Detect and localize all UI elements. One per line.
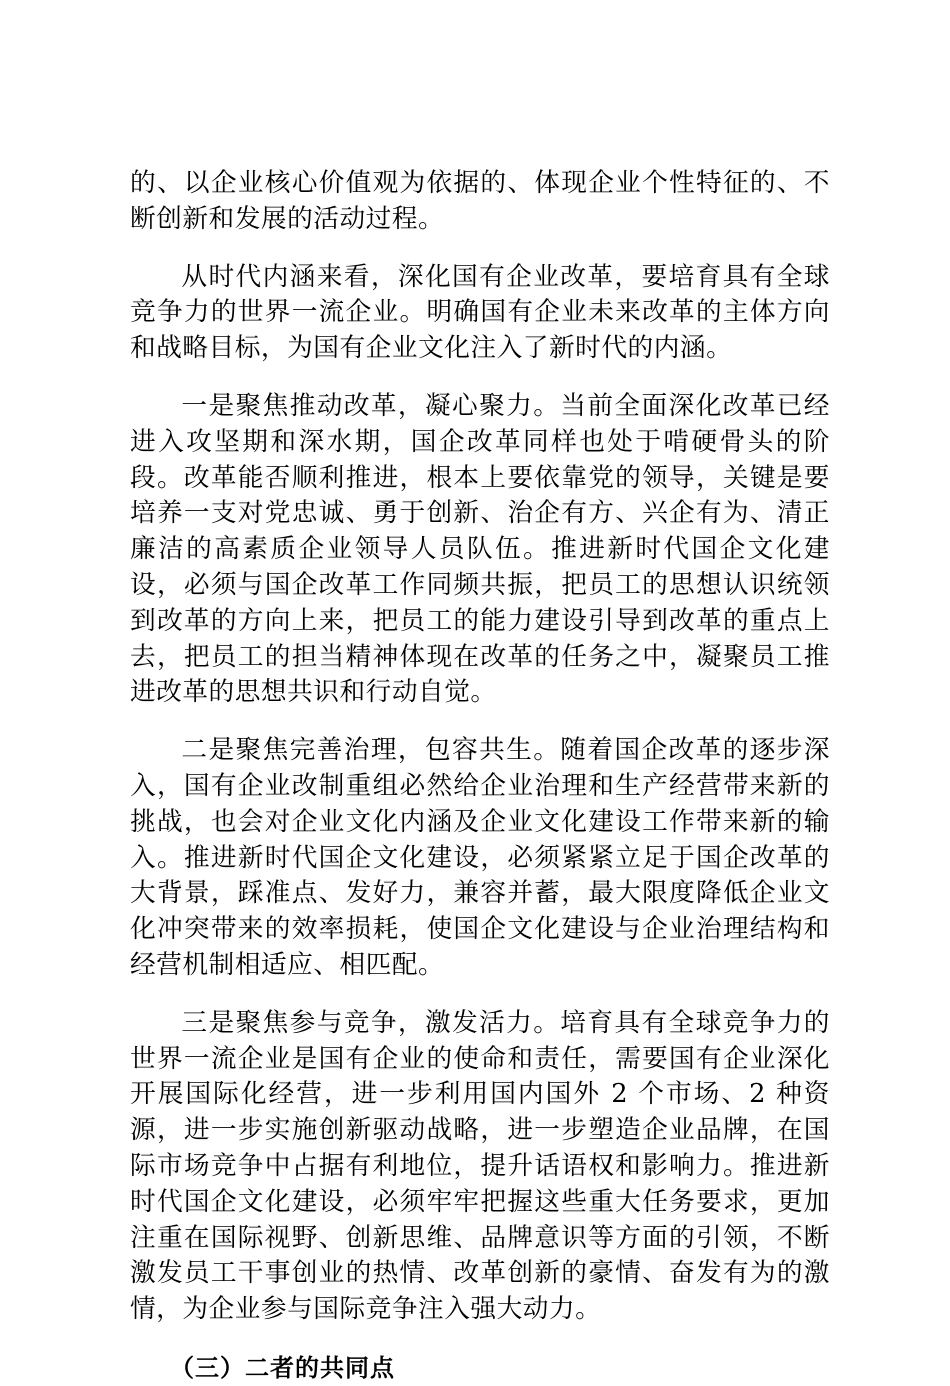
paragraph-point-one: 一是聚焦推动改革，凝心聚力。当前全面深化改革已经进入攻坚期和深水期，国企改革同样也处于啃硬骨头的阶段。改革能否顺利推进，根本上要依靠党的领导，关键是要培养一支对党忠诚、勇于创新、治企有方、兴企有为、清正廉洁的高素质企业领导人员队伍。推进新时代国企文化建设，必须与国企改革工作同频共振，把员工的思想认识统领到改革的方向上来，把员工的能力建设引导到改革的重点上去，把员工的担当精神体现在改革的任务之中，凝聚员工推进改革的思想共识和行动自觉。: [130, 390, 830, 708]
paragraph-point-three: 三是聚焦参与竞争，激发活力。培育具有全球竞争力的世界一流企业是国有企业的使命和责任，需要国有企业深化开展国际化经营，进一步利用国内国外 2 个市场、2 种资源，进一步实施创新驱动战略，进一步塑造企业品牌，在国际市场竞争中占据有利地位，提升话语权和影响力。推进新时代国企文化建设，必须牢牢把握这些重大任务要求，更加注重在国际视野、创新思维、品牌意识等方面的引领，不断激发员工干事创业的热情、改革创新的豪情、奋发有为的激情，为企业参与国际竞争注入强大动力。: [130, 1007, 830, 1325]
paragraph-era-connotation: 从时代内涵来看，深化国有企业改革，要培育具有全球竞争力的世界一流企业。明确国有企业未来改革的主体方向和战略目标，为国有企业文化注入了新时代的内涵。: [130, 261, 830, 364]
section-heading: （三）二者的共同点: [170, 1353, 395, 1382]
paragraph-point-two: 二是聚焦完善治理，包容共生。随着国企改革的逐步深入，国有企业改制重组必然给企业治理和生产经营带来新的挑战，也会对企业文化内涵及企业文化建设工作带来新的输入。推进新时代国企文化建设，必须紧紧立足于国企改革的大背景，踩准点、发好力，兼容并蓄，最大限度降低企业文化冲突带来的效率损耗，使国企文化建设与企业治理结构和经营机制相适应、相匹配。: [130, 735, 830, 980]
paragraph-continuation: 的、以企业核心价值观为依据的、体现企业个性特征的、不断创新和发展的活动过程。: [130, 168, 830, 234]
document-page: [130, 166, 830, 1386]
